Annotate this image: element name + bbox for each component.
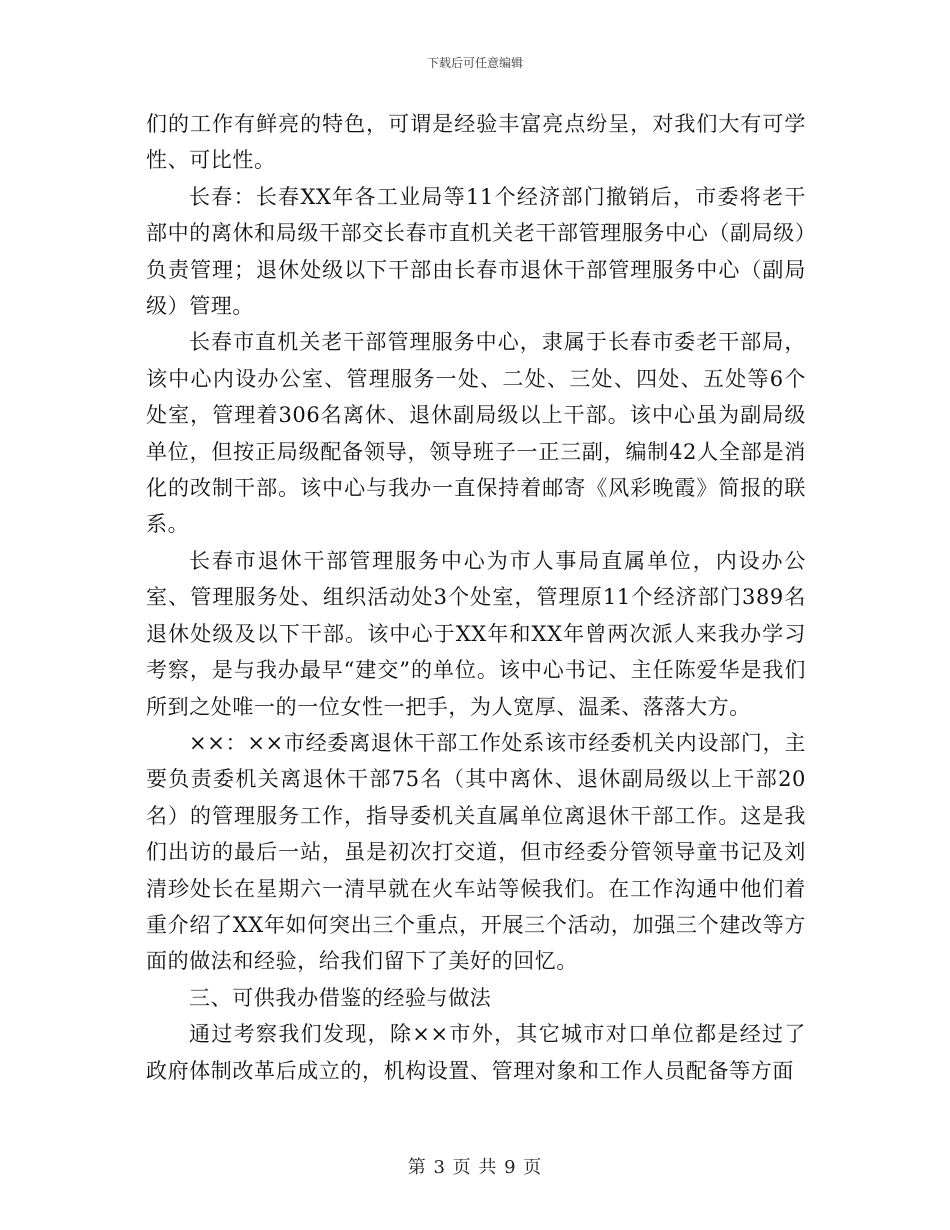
paragraph-findings: 通过考察我们发现，除××市外，其它城市对口单位都是经过了政府体制改革后成立的，机构设置、管理对象和工作人员配备等方面 [146, 1022, 806, 1083]
paragraph-changchun-intro: 长春：长春XX年各工业局等11个经济部门撤销后，市委将老干部中的离休和局级干部交长春市直机关老干部管理服务中心（副局级）负责管理；退休处级以下干部由长春市退休干部管理服务中心（副局级）管理。 [146, 184, 806, 319]
document-body [146, 106, 806, 1089]
page-number-footer: 第 3 页 共 9 页 [407, 1157, 543, 1178]
paragraph-changchun-veteran-center: 长春市直机关老干部管理服务中心，隶属于长春市委老干部局，该中心内设办公室、管理服务一处、二处、三处、四处、五处等6个处室，管理着306名离休、退休副局级以上干部。该中心虽为副局级单位，但按正局级配备领导，领导班子一正三副，编制42人全部是消化的改制干部。该中心与我办一直保持着邮寄《风彩晚霞》简报的联系。 [146, 330, 806, 537]
paragraph-continuation: 们的工作有鲜亮的特色，可谓是经验丰富亮点纷呈，对我们大有可学性、可比性。 [146, 112, 806, 173]
page-header: 下载后可任意编辑 [426, 56, 523, 70]
paragraph-xx-city: ××：××市经委离退休干部工作处系该市经委机关内设部门，主要负责委机关离退休干部75名（其中离休、退休副局级以上干部20名）的管理服务工作，指导委机关直属单位离退休干部工作。这是我们出访的最后一站，虽是初次打交道，但市经委分管领导童书记及刘清珍处长在星期六一清早就在火车站等候我们。在工作沟通中他们着重介绍了XX年如何突出三个重点，开展三个活动，加强三个建改等方面的做法和经验，给我们留下了美好的回忆。 [146, 730, 806, 974]
section-heading: 三、可供我办借鉴的经验与做法 [189, 985, 492, 1010]
paragraph-changchun-retired-center: 长春市退休干部管理服务中心为市人事局直属单位，内设办公室、管理服务处、组织活动处3个处室，管理原11个经济部门389名退休处级及以下干部。该中心于XX年和XX年曾两次派人来我办学习考察，是与我办最早“建交”的单位。该中心书记、主任陈爱华是我们所到之处唯一的一位女性一把手，为人宽厚、温柔、落落大方。 [146, 548, 806, 719]
